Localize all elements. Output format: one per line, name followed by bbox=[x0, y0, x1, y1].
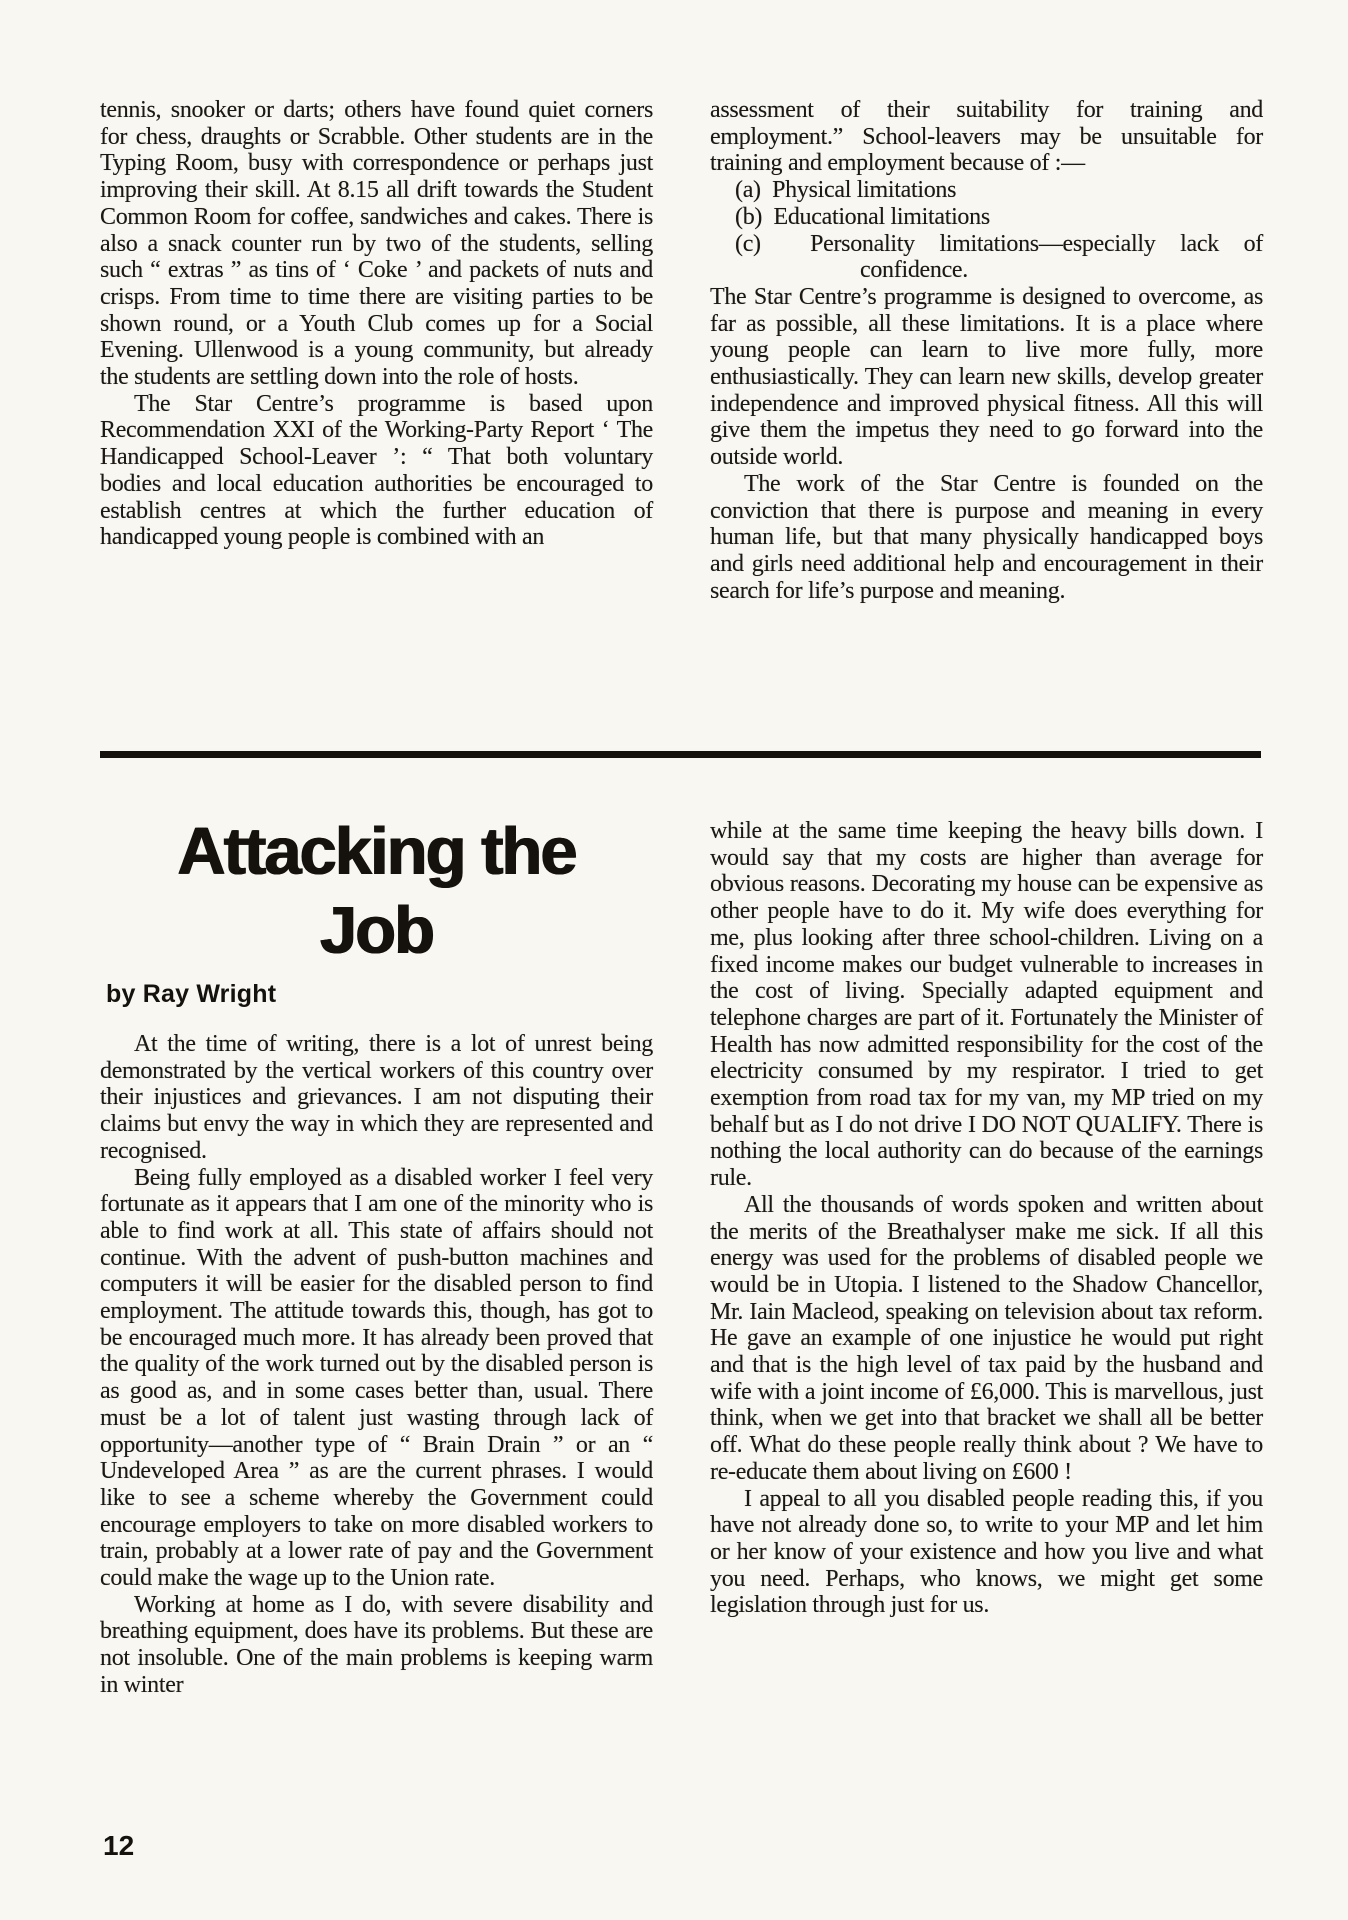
list-item-c: (c) Personality limitations—especially lack of confidence. bbox=[735, 230, 1263, 284]
article-title-line2: Job bbox=[319, 893, 434, 968]
list-item-b: (b) Educational limitations bbox=[735, 203, 990, 230]
paragraph: The Star Centre’s programme is designed to overcome, as far as possible, all these limitations. It is a place where young people can learn to live more fully, more enthusiastically. They can learn new skills, develop greater independence and improved physical fitness. All this will give them the impetus they need to go forward into the outside world. bbox=[710, 283, 1263, 471]
paragraph: while at the same time keeping the heavy bills down. I would say that my costs are higher than average for obvious reasons. Decorating my house can be expensive as other people have to do it. My wife does everything for me, plus looking after three school-children. Living on a fixed income makes our budget vulnerable to increases in the cost of living. Specially adapted equipment and telephone charges are part of it. Fortunately the Minister of Health has now admitted responsibility for the cost of the electricity consumed by my respirator. I tried to get exemption from road tax for my van, my MP tried on my behalf but as I do not drive I DO NOT QUALIFY. There is nothing the local authority can do because of the earnings rule. bbox=[710, 818, 1263, 1192]
paragraph: The work of the Star Centre is founded on the conviction that there is purpose and meaning in every human life, but that many physically handicapped boys and girls need additional help and encouragement in their search for life’s purpose and meaning. bbox=[710, 470, 1263, 604]
paragraph: Working at home as I do, with severe disability and breathing equipment, does have its problems. But these are not insoluble. One of the main problems is keeping warm in winter bbox=[100, 1591, 653, 1698]
page-number: 12 bbox=[103, 1830, 135, 1861]
article-title-line1: Attacking the bbox=[177, 814, 576, 889]
section-divider bbox=[100, 751, 1261, 758]
article-byline: by Ray Wright bbox=[106, 980, 277, 1008]
paragraph: At the time of writing, there is a lot of unrest being demonstrated by the vertical workers of this country over their injustices and grievances. I am not disputing their claims but envy the way in which they are represented and recognised. bbox=[100, 1031, 653, 1164]
top-article-right-column bbox=[710, 97, 1263, 604]
paragraph: assessment of their suitability for training and employment.” School-leavers may be unsuitable for training and employment because of :— bbox=[710, 97, 1263, 177]
article-title bbox=[100, 812, 653, 970]
paragraph: All the thousands of words spoken and written about the merits of the Breathalyser make me sick. If all this energy was used for the problems of disabled people we would be in Utopia. I listened to the Shadow Chancellor, Mr. Iain Macleod, speaking on television about tax reform. He gave an example of one injustice he would put right and that is the high level of tax paid by the husband and wife with a joint income of £6,000. This is marvellous, just think, when we get into that bracket we shall all be better off. What do these people really think about ? We have to re-educate them about living on £600 ! bbox=[710, 1191, 1263, 1485]
top-article-left-column bbox=[100, 97, 653, 551]
paragraph: Being fully employed as a disabled worker I feel very fortunate as it appears that I am one of the minority who is able to find work at all. This state of affairs should not continue. With the advent of push-button machines and computers it will be easier for the disabled person to find employment. The attitude towards this, though, has got to be encouraged much more. It has already been proved that the quality of the work turned out by the disabled person is as good as, and in some cases better than, usual. There must be a lot of talent just wasting through lack of opportunity—another type of “ Brain Drain ” or an “ Undeveloped Area ” as are the current phrases. I would like to see a scheme whereby the Government could encourage employers to take on more disabled workers to train, probably at a lower rate of pay and the Government could make the wage up to the Union rate. bbox=[100, 1164, 653, 1592]
article-left-column bbox=[100, 812, 653, 1699]
list-item-a: (a) Physical limitations bbox=[735, 177, 957, 204]
paragraph: The Star Centre’s programme is based upon Recommendation XXI of the Working-Party Report ‘ The Handicapped School-Leaver ’: “ That both voluntary bodies and local education authorities be encouraged to establish centres at which the further education of handicapped young people is combined with an bbox=[100, 390, 653, 551]
paragraph: tennis, snooker or darts; others have found quiet corners for chess, draughts or Scrabble. Other students are in the Typing Room, busy with correspondence or perhaps just improving their skill. At 8.15 all drift towards the Student Common Room for coffee, sandwiches and cakes. There is also a snack counter run by two of the students, selling such “ extras ” as tins of ‘ Coke ’ and packets of nuts and crisps. From time to time there are visiting parties to be shown round, or a Youth Club comes up for a Social Evening. Ullenwood is a young community, but already the students are settling down into the role of hosts. bbox=[100, 97, 653, 391]
paragraph: I appeal to all you disabled people reading this, if you have not already done so, to write to your MP and let him or her know of your existence and how you live and what you need. Perhaps, who knows, we might get some legislation through just for us. bbox=[710, 1485, 1263, 1619]
article-right-column bbox=[710, 818, 1263, 1619]
